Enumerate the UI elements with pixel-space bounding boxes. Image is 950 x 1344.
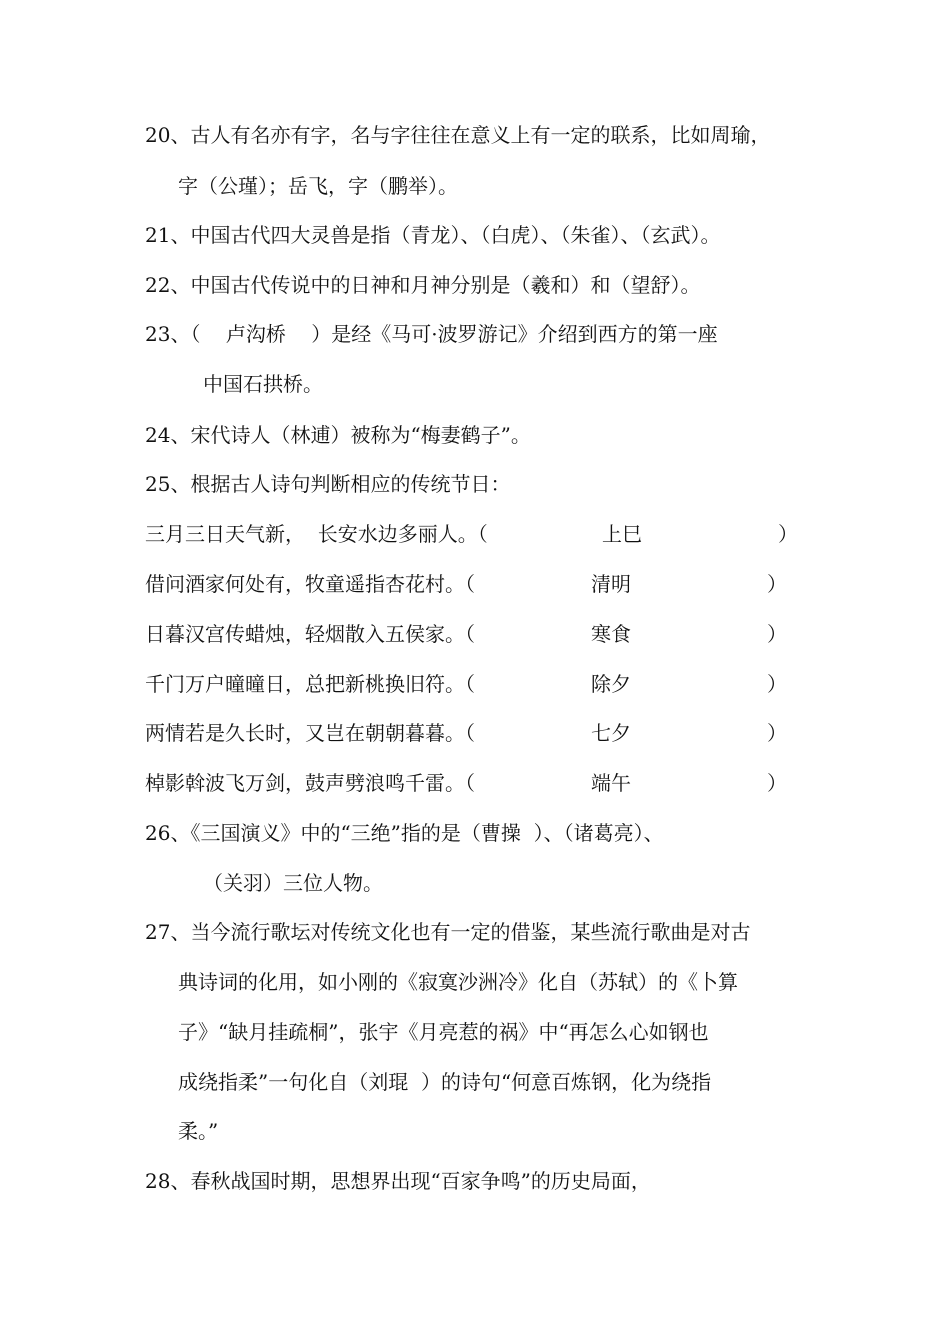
q26-line-2: （关羽）三位人物。	[203, 871, 383, 895]
q21-line: 21、中国古代四大灵兽是指（青龙）、（白虎）、（朱雀）、（玄武）。	[145, 223, 721, 247]
festival-close-paren: ）	[767, 721, 787, 745]
q23-line-1: 23、（ 卢沟桥 ）是经《马可·波罗游记》介绍到西方的第一座	[145, 322, 718, 346]
festival-poem: 棹影斡波飞万剑，鼓声劈浪鸣千雷。（	[145, 771, 475, 795]
festival-poem: 三月三日天气新， 长安水边多丽人。（	[145, 522, 488, 546]
festival-answer: 七夕	[591, 721, 631, 745]
festival-answer: 清明	[591, 572, 631, 596]
festival-close-paren: ）	[767, 622, 787, 646]
festival-poem: 两情若是久长时，又岂在朝朝暮暮。（	[145, 721, 475, 745]
q28-line: 28、春秋战国时期，思想界出现“百家争鸣”的历史局面，	[145, 1169, 651, 1193]
q23-line-2: 中国石拱桥。	[203, 372, 323, 396]
festival-close-paren: ）	[778, 522, 798, 546]
q20-line-1: 20、古人有名亦有字，名与字往往在意义上有一定的联系，比如周瑜，	[145, 123, 771, 147]
festival-close-paren: ）	[767, 672, 787, 696]
q27-line-5: 柔。”	[178, 1119, 219, 1143]
festival-answer: 寒食	[591, 622, 631, 646]
festival-answer: 上巳	[602, 522, 642, 546]
festival-poem: 借问酒家何处有，牧童遥指杏花村。（	[145, 572, 475, 596]
q26-line-1: 26、《三国演义》中的“三绝”指的是（曹操 ）、（诸葛亮）、	[145, 821, 664, 845]
q25-title: 25、根据古人诗句判断相应的传统节日：	[145, 472, 511, 496]
q20-line-2: 字（公瑾）；岳飞，字（鹏举）。	[178, 174, 458, 198]
q27-line-4: 成绕指柔”一句化自（刘琨 ）的诗句“何意百炼钢，化为绕指	[178, 1070, 712, 1094]
q27-line-2: 典诗词的化用，如小刚的《寂寞沙洲冷》化自（苏轼）的《卜算	[178, 970, 738, 994]
festival-close-paren: ）	[767, 771, 787, 795]
festival-close-paren: ）	[767, 572, 787, 596]
festival-poem: 千门万户曈曈日，总把新桃换旧符。（	[145, 672, 475, 696]
q27-line-1: 27、当今流行歌坛对传统文化也有一定的借鉴，某些流行歌曲是对古	[145, 920, 751, 944]
festival-poem: 日暮汉宫传蜡烛，轻烟散入五侯家。（	[145, 622, 475, 646]
q22-line: 22、中国古代传说中的日神和月神分别是（羲和）和（望舒）。	[145, 273, 701, 297]
q27-line-3: 子》“缺月挂疏桐”，张宇《月亮惹的祸》中“再怎么心如钢也	[178, 1020, 709, 1044]
q24-line: 24、宋代诗人（林逋）被称为“梅妻鹤子”。	[145, 423, 531, 447]
festival-answer: 端午	[591, 771, 631, 795]
festival-answer: 除夕	[591, 672, 631, 696]
